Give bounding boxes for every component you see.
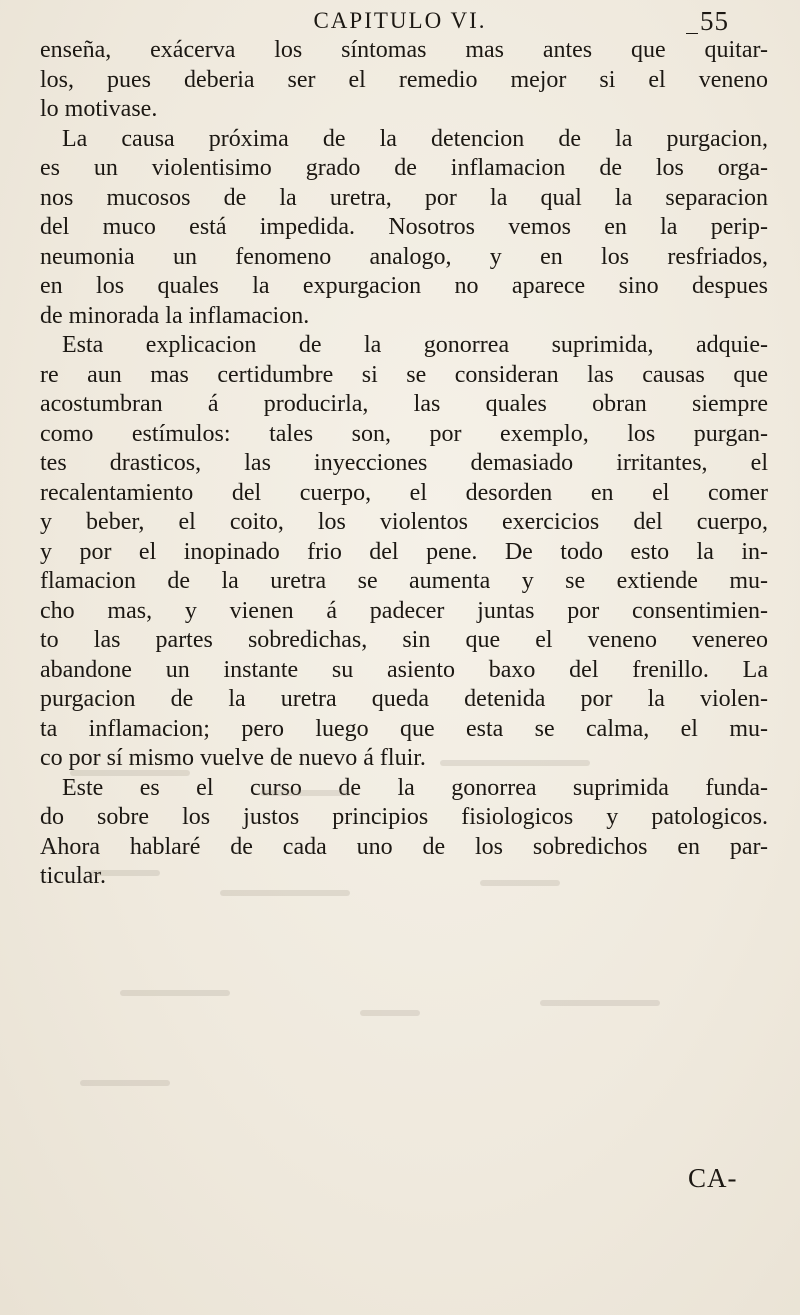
catchword: CA- xyxy=(688,1163,738,1193)
text-line: nos mucosos de la uretra, por la qual la separacion xyxy=(40,184,768,211)
text-line: en los quales la expurgacion no aparece sino despues xyxy=(40,273,768,299)
text-line: del muco está impedida. Nosotros vemos en la perip- xyxy=(40,214,768,240)
text-line: de minorada la inflamacion. xyxy=(40,302,310,329)
text-line: recalentamiento del cuerpo, el desorden en el comer xyxy=(40,479,768,506)
text-line: y por el inopinado frio del pene. De todo esto la in- xyxy=(40,538,768,565)
text-line: purgacion de la uretra queda detenida por la violen- xyxy=(40,686,768,712)
text-line: re aun mas certidumbre si se consideran las causas que xyxy=(40,361,768,388)
text-line: acostumbran á producirla, las quales obran siempre xyxy=(40,391,768,417)
text-line: to las partes sobredichas, sin que el veneno venereo xyxy=(40,627,768,653)
text-line: ticular. xyxy=(40,863,106,889)
text-line: co por sí mismo vuelve de nuevo á fluir. xyxy=(40,745,426,771)
body-text xyxy=(40,36,768,892)
running-head xyxy=(0,6,800,36)
text-line: La causa próxima de la detencion de la purgacion, xyxy=(62,125,768,152)
text-line: flamacion de la uretra se aumenta y se extiende mu- xyxy=(40,568,768,594)
text-line: los, pues deberia ser el remedio mejor si el veneno xyxy=(40,66,768,93)
text-line: enseña, exácerva los síntomas mas antes que quitar- xyxy=(40,37,768,63)
running-title: CAPITULO VI. xyxy=(313,8,487,33)
text-line: Ahora hablaré de cada uno de los sobredichos en par- xyxy=(40,833,768,860)
text-line: tes drasticos, las inyecciones demasiado irritantes, el xyxy=(40,450,768,476)
text-line: como estímulos: tales son, por exemplo, los purgan- xyxy=(40,420,768,447)
text-line: do sobre los justos principios fisiologicos y patologicos. xyxy=(40,804,768,830)
text-line: ta inflamacion; pero luego que esta se calma, el mu- xyxy=(40,715,768,742)
text-line: lo motivase. xyxy=(40,96,158,122)
page-number: 55 xyxy=(700,6,729,36)
text-line: cho mas, y vienen á padecer juntas por consentimien- xyxy=(40,597,768,624)
text-line: es un violentisimo grado de inflamacion de los orga- xyxy=(40,155,768,181)
text-line: Este es el curso de la gonorrea suprimida funda- xyxy=(62,774,768,801)
text-line: Esta explicacion de la gonorrea suprimida, adquie- xyxy=(62,332,768,358)
text-line: neumonia un fenomeno analogo, y en los resfriados, xyxy=(40,243,768,270)
text-line: abandone un instante su asiento baxo del frenillo. La xyxy=(40,656,768,683)
text-line: y beber, el coito, los violentos exercicios del cuerpo, xyxy=(40,509,768,535)
